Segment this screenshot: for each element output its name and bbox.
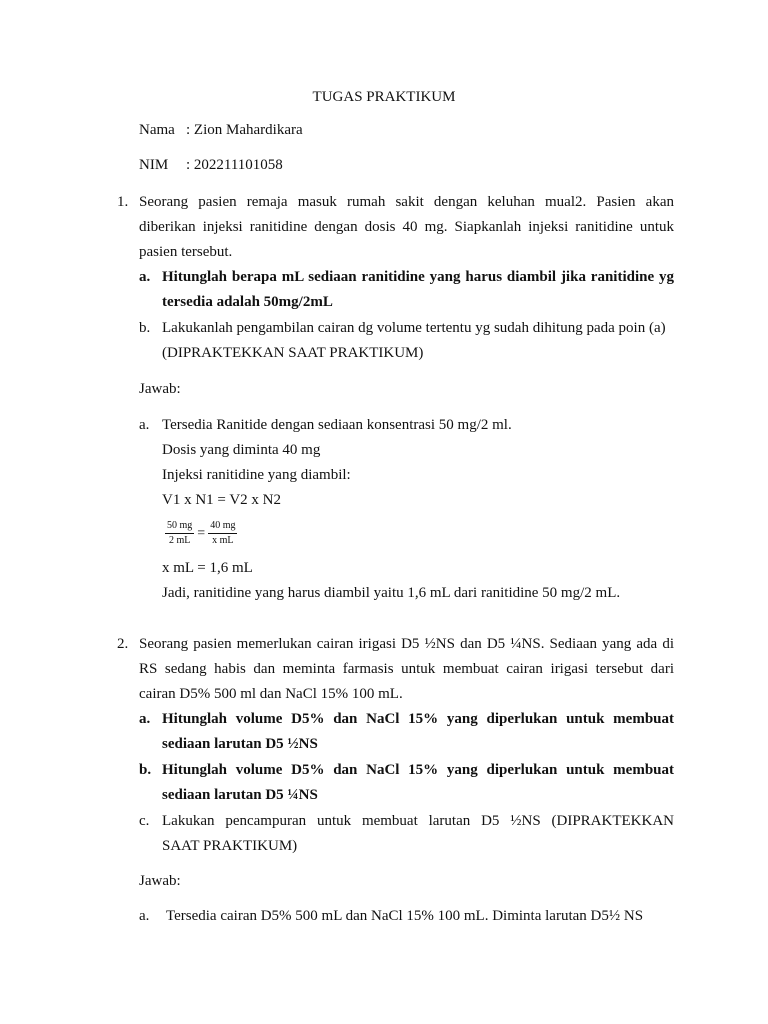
q1-formula: V1 x N1 = V2 x N2 [162,492,282,508]
q2-part-b-line: sediaan larutan D5 ¼NS [162,787,318,803]
question-2-line: cairan D5% 500 ml dan NaCl 15% 100 mL. [139,686,403,702]
question-1-line: pasien tersebut. [139,244,233,260]
q1-part-a-line: tersedia adalah 50mg/2mL [162,294,333,310]
q2-part-b-line: Hitunglah volume D5% dan NaCl 15% yang diperlukan untuk membuat [162,762,674,778]
q2-part-b-marker: b. [139,762,152,778]
question-1-line: diberikan injeksi ranitidine dengan dosis 40 mg. Siapkanlah injeksi ranitidine untuk [139,219,674,235]
fraction-right [208,520,237,547]
q1-result-line: x mL = 1,6 mL [162,560,253,576]
q2-answer-label: Jawab: [139,873,181,889]
nim-value: : 202211101058 [186,157,283,173]
q1-answer-line: Injeksi ranitidine yang diambil: [162,467,351,483]
name-value: : Zion Mahardikara [186,122,303,138]
nim-label: NIM [139,157,169,173]
fraction-left-numerator: 50 mg [165,520,194,534]
question-2-number: 2. [117,636,129,652]
fraction-right-numerator: 40 mg [208,520,237,534]
q2-part-a-marker: a. [139,711,151,727]
q1-result-line: Jadi, ranitidine yang harus diambil yaitu 1,6 mL dari ranitidine 50 mg/2 mL. [162,585,621,601]
q1-fraction-equation [165,520,237,547]
name-label: Nama [139,122,175,138]
q1-part-a-line: Hitunglah berapa mL sediaan ranitidine yang harus diambil jika ranitidine yg [162,269,674,285]
q2-answer-marker: a. [139,908,150,924]
question-1-line: Seorang pasien remaja masuk rumah sakit dengan keluhan mual2. Pasien akan [139,194,674,210]
q2-part-a-line: sediaan larutan D5 ½NS [162,736,318,752]
equals-sign: = [197,525,206,541]
fraction-left-denominator: 2 mL [168,535,191,546]
q2-part-c-marker: c. [139,813,150,829]
q2-part-c-line: SAAT PRAKTIKUM) [162,838,298,854]
q1-answer-line: Dosis yang diminta 40 mg [162,442,321,458]
question-1-number: 1. [117,194,129,210]
q2-part-c-line: Lakukan pencampuran untuk membuat larutan D5 ½NS (DIPRAKTEKKAN [162,813,674,829]
q1-part-a-marker: a. [139,269,151,285]
page-title: TUGAS PRAKTIKUM [312,89,456,105]
q1-part-b-line: (DIPRAKTEKKAN SAAT PRAKTIKUM) [162,345,424,361]
q2-part-a-line: Hitunglah volume D5% dan NaCl 15% yang diperlukan untuk membuat [162,711,674,727]
q1-answer-label: Jawab: [139,381,181,397]
q1-answer-line: Tersedia Ranitide dengan sediaan konsentrasi 50 mg/2 ml. [162,417,512,433]
fraction-left [165,520,194,547]
q2-answer-line: Tersedia cairan D5% 500 mL dan NaCl 15% 100 mL. Diminta larutan D5½ NS [166,908,644,924]
question-2-line: RS sedang habis dan meminta farmasis untuk membuat cairan irigasi tersebut dari [139,661,674,677]
fraction-right-denominator: x mL [212,535,234,546]
question-2-line: Seorang pasien memerlukan cairan irigasi D5 ½NS dan D5 ¼NS. Sediaan yang ada di [139,636,674,652]
q1-part-b-marker: b. [139,320,151,336]
q1-answer-marker: a. [139,417,150,433]
q1-part-b-line: Lakukanlah pengambilan cairan dg volume tertentu yg sudah dihitung pada poin (a) [162,320,666,336]
